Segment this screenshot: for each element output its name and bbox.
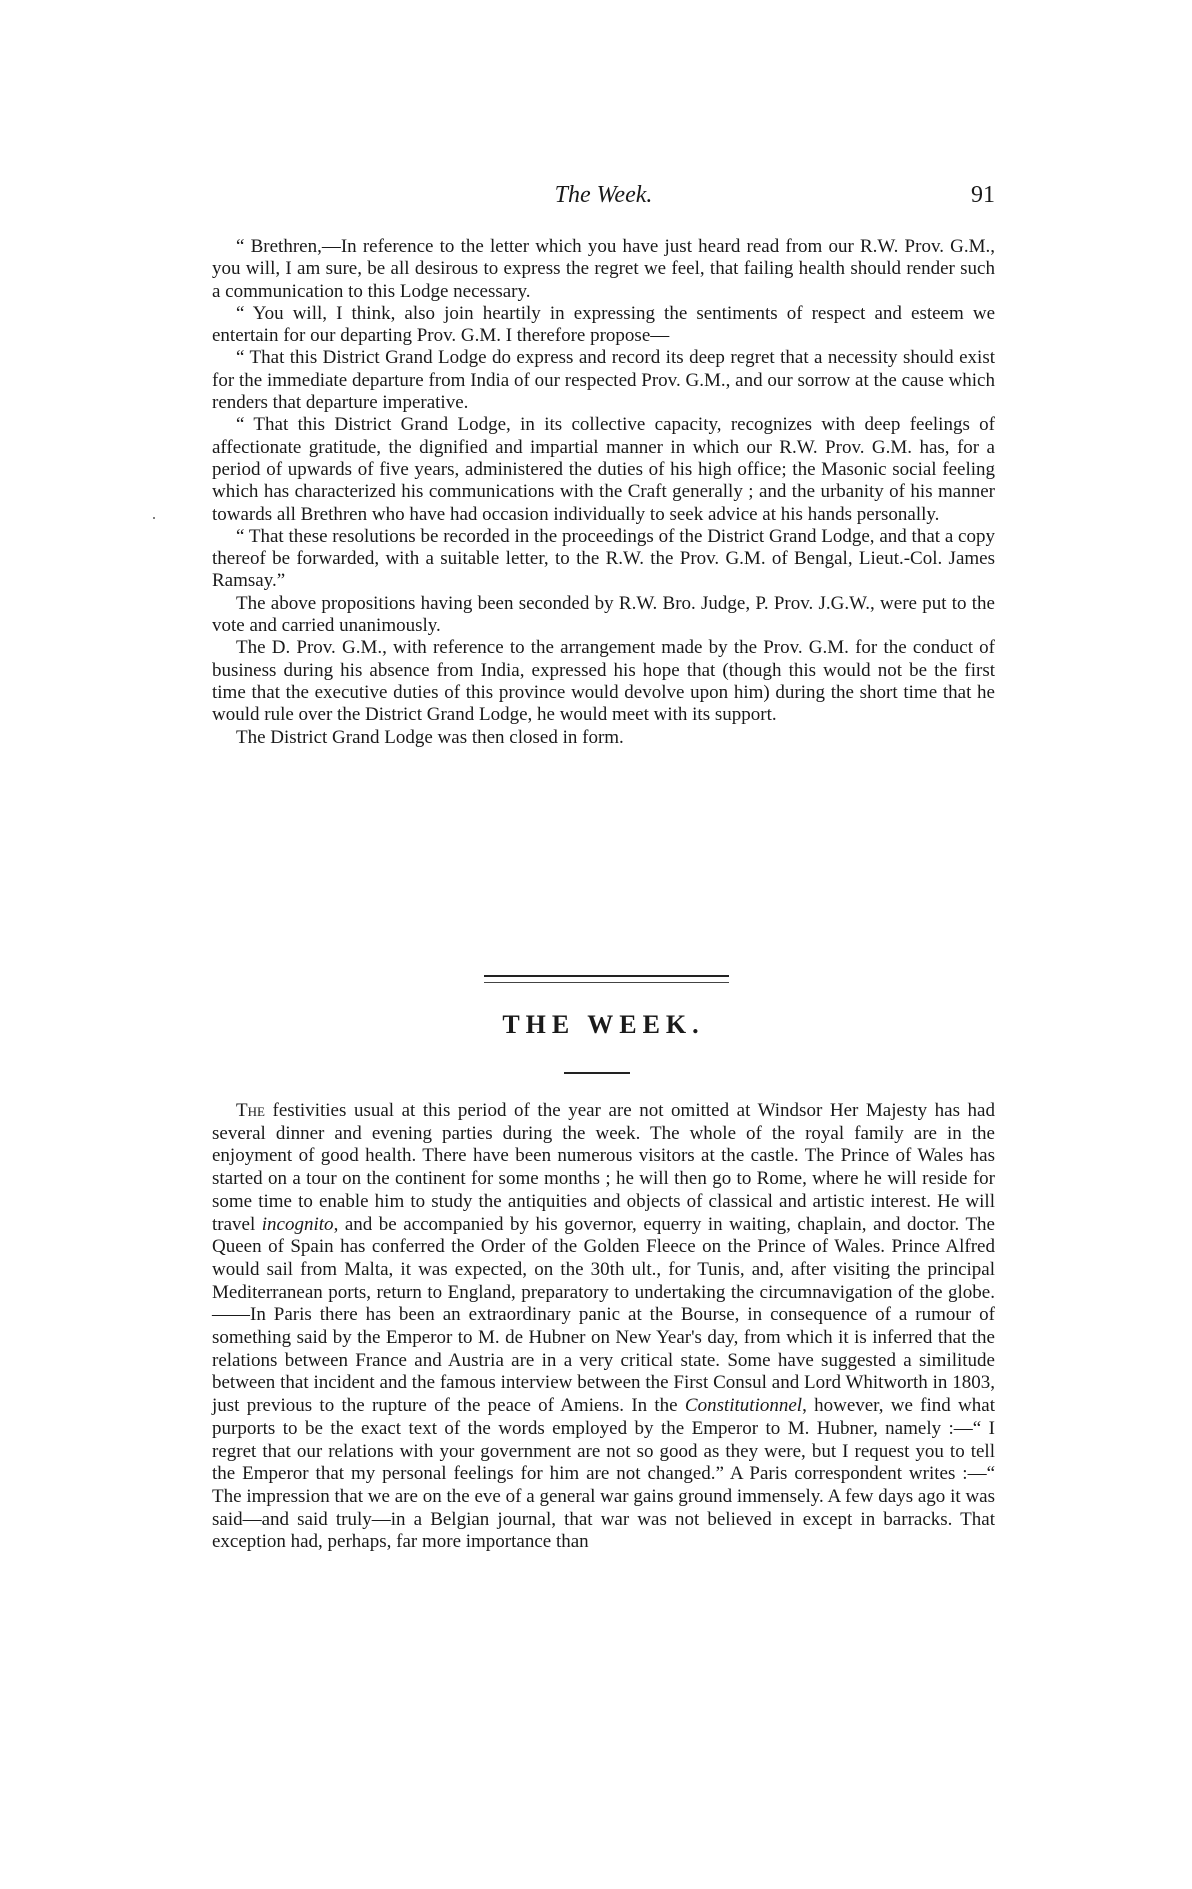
heading-underline-rule: [564, 1072, 630, 1074]
paragraph: “ You will, I think, also join heartily in expressing the sentiments of respect and esteem we entertain for our departing Prov. G.M. I therefore propose—: [212, 302, 995, 347]
paragraph: “ That these resolutions be recorded in the proceedings of the District Grand Lodge, and that a copy thereof be forwarded, with a suitable letter, to the R.W. the Prov. G.M. of Bengal, Lieut.-Col. James Ramsay.”: [212, 525, 995, 592]
paragraph: “ That this District Grand Lodge, in its collective capacity, recognizes with deep feelings of affectionate gratitude, the dignified and impartial manner in which our R.W. Prov. G.M. has, for a period of upwards of five years, administered the duties of his high office; the Masonic social feeling which has characterized his communications with the Craft generally ; and the urbanity of his manner towards all Brethren who have had occasion individually to seek advice at his hands personally.: [212, 414, 995, 525]
paragraph: [212, 1100, 995, 1554]
section-divider-rule: [484, 975, 729, 983]
text-run: , and be accompanied by his governor, equerry in waiting, chaplain, and doctor. The Queen of Spain has conferred the Order of the Golden Fleece on the Prince of Wales. Prince Alfred would sail from Malta, it was expected, on the 30th ult., for Tunis, and, after visiting the principal Mediterranean ports, return to England, preparatory to undertaking the circumnavigation of the globe.——In Paris there has been an extraordinary panic at the Bourse, in consequence of a rumour of something said by the Emperor to M. de Hubner on New Year's day, from which it is inferred that the relations between France and Austria are in a very critical state. Some have suggested a similitude between that incident and the famous interview between the First Consul and Lord Whitworth in 1803, just previous to the rupture of the peace of Amiens. In the: [212, 1213, 995, 1417]
paragraph: “ That this District Grand Lodge do express and record its deep regret that a necessity should exist for the immediate departure from India of our respected Prov. G.M., and our sorrow at the cause which renders that departure imperative.: [212, 347, 995, 414]
text-run: , however, we find what purports to be the exact text of the words employed by the Emperor to M. Hubner, namely :—“ I regret that our relations with your government are not so good as they were, but I request you to tell the Emperor that my personal feelings for him are not changed.” A Paris correspondent writes :—“ The impression that we are on the eve of a general war gains ground immensely. A few days ago it was said—and said truly—in a Belgian journal, that war was not believed in except in barracks. That exception had, perhaps, far more importance than: [212, 1395, 995, 1553]
italic-term: incognito: [261, 1213, 334, 1235]
print-speck: [153, 517, 155, 519]
paragraph: “ Brethren,—In reference to the letter which you have just heard read from our R.W. Prov. G.M., you will, I am sure, be all desirous to express the regret we feel, that failing health should render such a communication to this Lodge necessary.: [212, 236, 995, 302]
paragraph: The District Grand Lodge was then closed in form.: [236, 726, 624, 748]
lead-word: The: [236, 1100, 265, 1121]
paragraph: The D. Prov. G.M., with reference to the arrangement made by the Prov. G.M. for the conduct of business during his absence from India, expressed his hope that (though this would not be the first time that the executive duties of this province would devolve upon him) during the short time that he would rule over the District Grand Lodge, he would meet with its support.: [212, 637, 995, 726]
running-head: [212, 182, 995, 212]
lodge-resolutions-section: [212, 236, 995, 749]
text-run: festivities usual at this period of the year are not omitted at Windsor Her Majesty has had several dinner and evening parties during the week. The whole of the royal family are in the enjoyment of good health. There have been numerous visitors at the castle. The Prince of Wales has started on a tour on the continent for some months ; he will then go to Rome, where he will reside for some time to enable him to study the antiquities and objects of classical and artistic interest. He will travel: [212, 1100, 995, 1235]
italic-publication-title: Constitutionnel: [684, 1395, 803, 1417]
the-week-section: [212, 1100, 995, 1554]
section-heading: THE WEEK.: [502, 1010, 705, 1039]
running-title: The Week.: [554, 182, 653, 208]
paragraph: The above propositions having been seconded by R.W. Bro. Judge, P. Prov. J.G.W., were put to the vote and carried unanimously.: [212, 592, 995, 637]
page-number: 91: [971, 182, 995, 208]
